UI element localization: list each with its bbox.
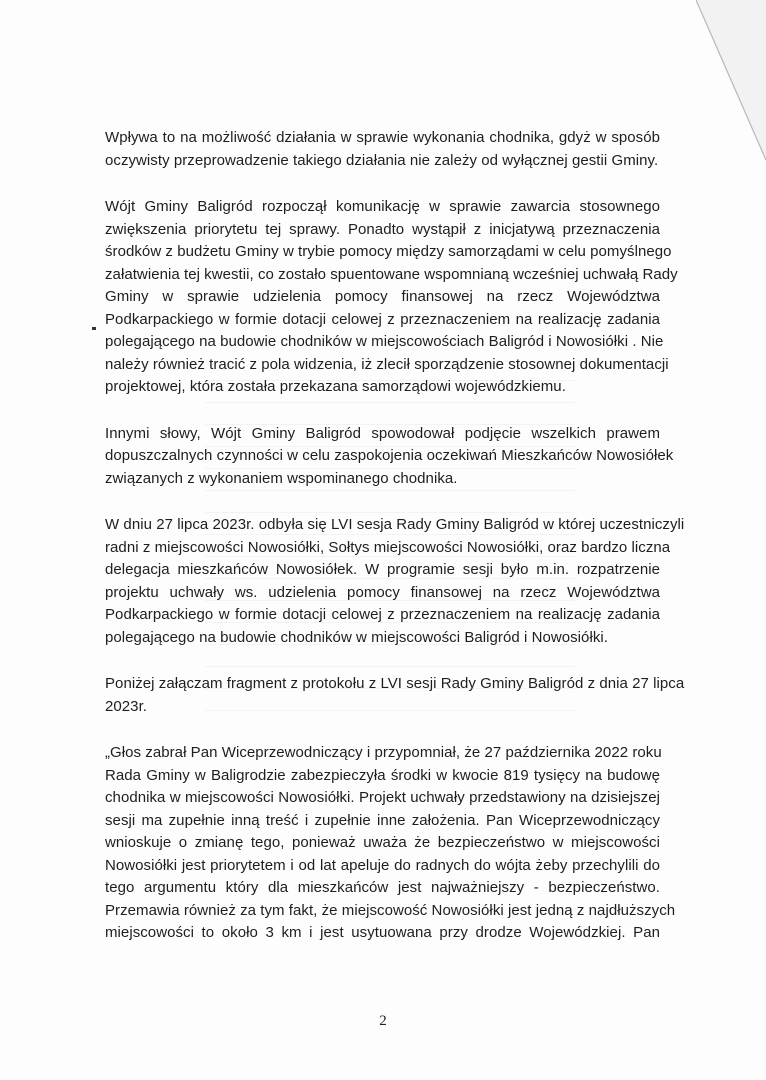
quoted-paragraph <box>105 742 676 945</box>
page-number: 2 <box>379 1013 387 1029</box>
paragraph <box>105 127 660 172</box>
text-line: projektu uchwały ws. udzielenia pomocy finansowej na rzecz Województwa <box>105 583 660 601</box>
text-line: Nowosiółki jest priorytetem i od lat apeluje do radnych do wójta żeby przechylili do <box>105 856 660 874</box>
text-line: Podkarpackiego w formie dotacji celowej z przeznaczeniem na realizację zadania <box>105 310 660 328</box>
text-line: Rada Gminy w Baligrodzie zabezpieczyła środki w kwocie 819 tysięcy na budowę <box>105 766 660 784</box>
text-line: sesji ma zupełnie inną treść i zupełnie inne założenia. Pan Wiceprzewodniczący <box>105 811 660 829</box>
text-line: „Głos zabrał Pan Wiceprzewodniczący i przypomniał, że 27 października 2022 roku <box>105 744 662 761</box>
text-line: polegającego na budowie chodników w miejscowości Baligród i Nowosiółki. <box>105 628 608 646</box>
text-line: miejscowości to około 3 km i jest usytuowana przy drodze Wojewódzkiej. Pan <box>105 924 660 941</box>
text-line: zwiększenia priorytetu tej sprawy. Ponadto wystąpił z inicjatywą przeznaczenia <box>105 220 660 238</box>
text-line: należy również tracić z pola widzenia, iż zlecił sporządzenie stosownej dokumentacji <box>105 355 669 373</box>
text-line: Przemawia również za tym fakt, że miejscowość Nowosiółki jest jedną z najdłuższych <box>105 901 676 919</box>
text-line: tego argumentu który dla mieszkańców jest najważniejszy - bezpieczeństwo. <box>105 879 660 896</box>
text-line: dopuszczalnych czynności w celu zaspokojenia oczekiwań Mieszkańców Nowosiółek <box>105 447 674 464</box>
paragraph <box>105 423 674 491</box>
text-line: delegacja mieszkańców Nowosiółek. W programie sesji było m.in. rozpatrzenie <box>105 561 660 578</box>
page-corner-fold <box>696 0 766 160</box>
text-line: Wpływa to na możliwość działania w sprawie wykonania chodnika, gdyż w sposób <box>105 129 660 146</box>
text-line: załatwienia tej kwestii, co zostało spuentowane wspomnianą wcześniej uchwałą Rady <box>105 265 678 283</box>
paragraph <box>105 514 685 649</box>
margin-mark <box>92 327 96 330</box>
text-line: Podkarpackiego w formie dotacji celowej z przeznaczeniem na realizację zadania <box>105 606 660 623</box>
text-line: polegającego na budowie chodników w miejscowościach Baligród i Nowosiółki . Nie <box>105 333 664 350</box>
text-line: Poniżej załączam fragment z protokołu z LVI sesji Rady Gminy Baligród z dnia 27 lipca <box>105 675 685 692</box>
text-line: projektowej, która została przekazana samorządowi wojewódzkiemu. <box>105 378 566 395</box>
text-line: 2023r. <box>105 697 148 715</box>
text-line: środków z budżetu Gminy w trybie pomocy między samorządami w celu pomyślnego <box>105 243 672 260</box>
text-line: W dniu 27 lipca 2023r. odbyła się LVI sesja Rady Gminy Baligród w której uczestniczyli <box>105 516 685 533</box>
text-line: radni z miejscowości Nowosiółki, Sołtys miejscowości Nowosiółki, oraz bardzo liczna <box>105 538 671 556</box>
text-line: wnioskuje o zmianę tego, ponieważ uważa że bezpieczeństwo w miejscowości <box>105 834 660 851</box>
text-line: Wójt Gminy Baligród rozpoczął komunikację w sprawie zawarcia stosownego <box>105 198 660 215</box>
text-line: chodnika w miejscowości Nowosiółki. Projekt uchwały przedstawiony na dzisiejszej <box>105 789 660 806</box>
text-line: związanych z wykonaniem wspominanego chodnika. <box>105 469 458 487</box>
text-line: Gminy w sprawie udzielenia pomocy finansowej na rzecz Województwa <box>105 288 660 305</box>
document-body <box>105 127 685 969</box>
paragraph <box>105 673 685 718</box>
text-line: oczywisty przeprowadzenie takiego działania nie zależy od wyłącznej gestii Gminy. <box>105 151 659 169</box>
paragraph <box>105 196 678 399</box>
text-line: Innymi słowy, Wójt Gminy Baligród spowodował podjęcie wszelkich prawem <box>105 424 660 442</box>
